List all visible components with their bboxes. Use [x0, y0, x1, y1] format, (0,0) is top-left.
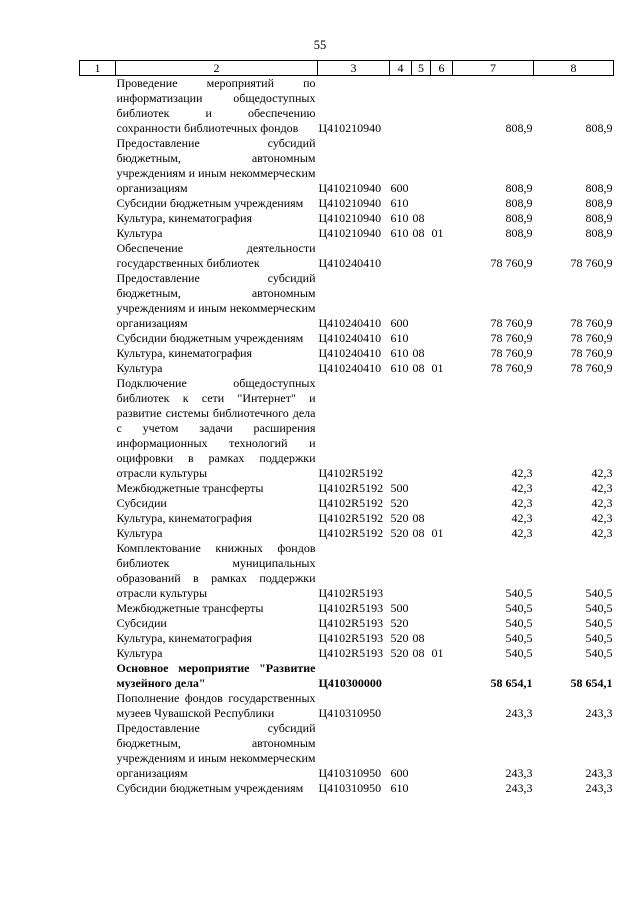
row-name: Культура, кинематография [116, 346, 253, 360]
row-col-1 [80, 781, 116, 796]
row-col-6 [431, 496, 453, 511]
row-col-5: 08 [412, 631, 425, 645]
row-col-1 [80, 136, 116, 196]
table-row [80, 646, 614, 661]
row-col-5 [412, 781, 431, 796]
page-number: 55 [313, 38, 327, 52]
row-col-5 [412, 541, 431, 601]
table-row [80, 781, 614, 796]
row-amount-8: 540,5 [585, 631, 613, 645]
row-col-1 [80, 376, 116, 481]
table-row [80, 631, 614, 646]
row-name: Предоставление субсидий бюджетным, автономным учреждениям и иным некоммерческим организациям [116, 136, 316, 195]
row-name: Подключение общедоступных библиотек к сети "Интернет" и развитие системы библиотечного дела с учетом задачи расширения информационных технологий и оцифровки в рамках поддержки отрасли культуры [116, 376, 316, 480]
row-amount-7: 243,3 [505, 706, 533, 720]
row-amount-8: 78 760,9 [570, 256, 613, 270]
row-code: Ц4102R5192 [318, 466, 384, 480]
row-col-5: 08 [412, 346, 425, 360]
row-amount-7: 808,9 [505, 211, 533, 225]
row-amount-7: 58 654,1 [490, 676, 533, 690]
table-row [80, 661, 614, 691]
row-amount-8: 42,3 [591, 466, 613, 480]
row-col-5: 08 [412, 646, 425, 660]
row-amount-8: 78 760,9 [570, 316, 613, 330]
row-col-1 [80, 646, 116, 661]
row-amount-8: 42,3 [591, 526, 613, 540]
row-col-5 [412, 481, 431, 496]
row-amount-8: 808,9 [585, 196, 613, 210]
row-col-6 [431, 616, 453, 631]
row-col-5 [412, 691, 431, 721]
row-name: Культура, кинематография [116, 631, 253, 645]
row-code: Ц410210940 [318, 211, 382, 225]
row-amount-7: 78 760,9 [490, 256, 533, 270]
row-code: Ц410210940 [318, 181, 382, 195]
row-col-1 [80, 196, 116, 211]
row-amount-7: 42,3 [511, 526, 533, 540]
row-col-5 [412, 661, 431, 691]
row-name: Культура [116, 526, 163, 540]
row-code: Ц4102R5193 [318, 586, 384, 600]
row-col-1 [80, 481, 116, 496]
row-amount-8: 42,3 [591, 511, 613, 525]
table-row [80, 691, 614, 721]
row-col-6: 01 [431, 361, 444, 375]
row-code: Ц410210940 [318, 121, 382, 135]
row-col-4: 610 [390, 196, 409, 210]
table-row [80, 361, 614, 376]
row-code: Ц4102R5192 [318, 481, 384, 495]
row-col-6 [431, 211, 453, 226]
header-col-1: 1 [80, 61, 116, 76]
table-body [80, 76, 614, 797]
row-col-1 [80, 691, 116, 721]
row-col-6 [431, 541, 453, 601]
row-col-4: 610 [390, 346, 409, 360]
row-amount-8: 243,3 [585, 766, 613, 780]
row-col-5 [412, 601, 431, 616]
table-row [80, 76, 614, 137]
row-col-4: 520 [390, 616, 409, 630]
header-col-3: 3 [318, 61, 390, 76]
row-col-6 [431, 511, 453, 526]
row-col-6 [431, 196, 453, 211]
row-code: Ц410240410 [318, 361, 382, 375]
row-amount-7: 540,5 [505, 586, 533, 600]
row-col-4 [390, 376, 412, 481]
row-col-5 [412, 241, 431, 271]
row-col-5: 08 [412, 526, 425, 540]
row-col-4: 610 [390, 361, 409, 375]
row-col-5 [412, 496, 431, 511]
row-col-6: 01 [431, 646, 444, 660]
row-col-5 [412, 376, 431, 481]
row-col-6: 01 [431, 526, 444, 540]
row-col-1 [80, 496, 116, 511]
row-amount-8: 540,5 [585, 616, 613, 630]
row-code: Ц4102R5193 [318, 616, 384, 630]
row-name: Субсидии [116, 616, 167, 630]
row-col-4: 610 [390, 211, 409, 225]
row-amount-7: 540,5 [505, 616, 533, 630]
header-col-5: 5 [412, 61, 431, 76]
row-code: Ц410210940 [318, 196, 382, 210]
row-col-4: 500 [390, 481, 409, 495]
row-col-6 [431, 346, 453, 361]
row-name: Предоставление субсидий бюджетным, автономным учреждениям и иным некоммерческим организациям [116, 271, 316, 330]
row-col-6 [431, 721, 453, 781]
row-code: Ц410310950 [318, 781, 382, 795]
row-amount-8: 42,3 [591, 481, 613, 495]
row-col-6 [431, 76, 453, 137]
row-col-1 [80, 361, 116, 376]
table-row [80, 601, 614, 616]
row-name: Культура [116, 646, 163, 660]
row-col-1 [80, 661, 116, 691]
row-col-5 [412, 616, 431, 631]
row-name: Субсидии бюджетным учреждениям [116, 781, 304, 795]
table-row [80, 376, 614, 481]
table-row [80, 271, 614, 331]
row-code: Ц410210940 [318, 226, 382, 240]
row-col-4: 520 [390, 511, 409, 525]
header-col-6: 6 [431, 61, 453, 76]
row-col-1 [80, 346, 116, 361]
row-col-5: 08 [412, 361, 425, 375]
row-col-4: 610 [390, 781, 409, 795]
row-amount-8: 42,3 [591, 496, 613, 510]
table-row [80, 211, 614, 226]
row-col-1 [80, 526, 116, 541]
row-code: Ц410300000 [318, 676, 382, 690]
row-amount-7: 78 760,9 [490, 346, 533, 360]
row-code: Ц410310950 [318, 706, 382, 720]
row-col-4: 600 [390, 181, 409, 195]
row-name: Субсидии бюджетным учреждениям [116, 331, 304, 345]
row-amount-8: 58 654,1 [570, 676, 613, 690]
row-amount-7: 243,3 [505, 781, 533, 795]
budget-table [79, 60, 614, 796]
row-amount-8: 808,9 [585, 226, 613, 240]
header-col-8: 8 [534, 61, 614, 76]
row-amount-7: 78 760,9 [490, 331, 533, 345]
row-col-4: 520 [390, 496, 409, 510]
row-amount-8: 808,9 [585, 211, 613, 225]
row-code: Ц410240410 [318, 331, 382, 345]
row-amount-8: 808,9 [585, 121, 613, 135]
header-col-2: 2 [116, 61, 318, 76]
row-col-4: 520 [390, 631, 409, 645]
row-code: Ц4102R5192 [318, 511, 384, 525]
row-col-5: 08 [412, 226, 425, 240]
row-code: Ц4102R5192 [318, 496, 384, 510]
row-col-6 [431, 331, 453, 346]
row-name: Проведение мероприятий по информатизации общедоступных библиотек и обеспечению сохранности библиотечных фондов [116, 76, 316, 135]
row-col-4: 520 [390, 526, 409, 540]
table-row [80, 136, 614, 196]
row-amount-8: 540,5 [585, 586, 613, 600]
row-code: Ц410240410 [318, 346, 382, 360]
row-col-1 [80, 616, 116, 631]
table-row [80, 511, 614, 526]
row-amount-7: 78 760,9 [490, 361, 533, 375]
row-col-6 [431, 601, 453, 616]
header-col-7: 7 [453, 61, 534, 76]
row-col-4: 610 [390, 226, 409, 240]
row-col-5 [412, 271, 431, 331]
row-col-6 [431, 631, 453, 646]
row-code: Ц410310950 [318, 766, 382, 780]
row-amount-7: 808,9 [505, 181, 533, 195]
table-row [80, 496, 614, 511]
table-row [80, 346, 614, 361]
row-col-6 [431, 136, 453, 196]
row-code: Ц410240410 [318, 256, 382, 270]
row-col-1 [80, 271, 116, 331]
row-col-4 [390, 76, 412, 137]
row-col-5 [412, 331, 431, 346]
row-amount-8: 78 760,9 [570, 346, 613, 360]
row-name: Культура [116, 361, 163, 375]
table-row [80, 526, 614, 541]
row-col-4 [390, 541, 412, 601]
row-col-1 [80, 721, 116, 781]
row-amount-8: 243,3 [585, 781, 613, 795]
row-amount-7: 808,9 [505, 226, 533, 240]
row-code: Ц4102R5193 [318, 646, 384, 660]
row-col-4: 500 [390, 601, 409, 615]
row-amount-8: 540,5 [585, 601, 613, 615]
row-col-6 [431, 691, 453, 721]
row-col-1 [80, 631, 116, 646]
row-name: Обеспечение деятельности государственных библиотек [116, 241, 316, 270]
row-name: Основное мероприятие "Развитие музейного дела" [116, 661, 316, 690]
table-row [80, 331, 614, 346]
row-name: Субсидии бюджетным учреждениям [116, 196, 304, 210]
row-amount-7: 42,3 [511, 511, 533, 525]
row-code: Ц4102R5193 [318, 601, 384, 615]
table-row [80, 226, 614, 241]
row-col-5 [412, 136, 431, 196]
row-col-4: 600 [390, 766, 409, 780]
row-col-4 [390, 691, 412, 721]
row-col-1 [80, 541, 116, 601]
row-col-5 [412, 76, 431, 137]
row-amount-7: 540,5 [505, 601, 533, 615]
row-amount-8: 78 760,9 [570, 361, 613, 375]
table-row [80, 616, 614, 631]
row-amount-8: 78 760,9 [570, 331, 613, 345]
row-col-6 [431, 241, 453, 271]
row-col-6 [431, 781, 453, 796]
row-col-4: 610 [390, 331, 409, 345]
row-col-5 [412, 196, 431, 211]
row-amount-7: 42,3 [511, 481, 533, 495]
row-col-6 [431, 376, 453, 481]
row-amount-7: 808,9 [505, 196, 533, 210]
row-col-1 [80, 76, 116, 137]
table-row [80, 481, 614, 496]
row-amount-7: 42,3 [511, 466, 533, 480]
row-name: Предоставление субсидий бюджетным, автономным учреждениям и иным некоммерческим организациям [116, 721, 316, 780]
table-row [80, 241, 614, 271]
row-col-1 [80, 601, 116, 616]
row-code: Ц4102R5192 [318, 526, 384, 540]
row-code: Ц4102R5193 [318, 631, 384, 645]
row-col-4: 600 [390, 316, 409, 330]
row-col-1 [80, 226, 116, 241]
row-name: Культура, кинематография [116, 211, 253, 225]
row-amount-7: 808,9 [505, 121, 533, 135]
row-amount-8: 540,5 [585, 646, 613, 660]
row-col-6: 01 [431, 226, 444, 240]
row-col-6 [431, 661, 453, 691]
row-amount-7: 540,5 [505, 631, 533, 645]
row-col-6 [431, 481, 453, 496]
row-name: Культура, кинематография [116, 511, 253, 525]
row-amount-8: 808,9 [585, 181, 613, 195]
row-col-6 [431, 271, 453, 331]
row-col-5 [412, 721, 431, 781]
row-amount-7: 243,3 [505, 766, 533, 780]
row-name: Культура [116, 226, 163, 240]
row-col-4 [390, 661, 412, 691]
row-amount-7: 540,5 [505, 646, 533, 660]
table-row [80, 196, 614, 211]
row-name: Пополнение фондов государственных музеев Чувашской Республики [116, 691, 316, 720]
row-col-1 [80, 241, 116, 271]
table-header [80, 61, 614, 76]
table-row [80, 541, 614, 601]
row-col-1 [80, 211, 116, 226]
row-col-1 [80, 331, 116, 346]
row-name: Комплектование книжных фондов библиотек муниципальных образований в рамках поддержки отрасли культуры [116, 541, 316, 600]
row-col-4 [390, 241, 412, 271]
row-amount-7: 42,3 [511, 496, 533, 510]
row-col-5: 08 [412, 511, 425, 525]
row-col-1 [80, 511, 116, 526]
row-code: Ц410240410 [318, 316, 382, 330]
row-col-4: 520 [390, 646, 409, 660]
row-amount-7: 78 760,9 [490, 316, 533, 330]
row-col-5: 08 [412, 211, 425, 225]
row-name: Межбюджетные трансферты [116, 601, 264, 615]
row-name: Межбюджетные трансферты [116, 481, 264, 495]
table-row [80, 721, 614, 781]
row-amount-8: 243,3 [585, 706, 613, 720]
header-row [80, 61, 614, 76]
row-name: Субсидии [116, 496, 167, 510]
header-col-4: 4 [390, 61, 412, 76]
